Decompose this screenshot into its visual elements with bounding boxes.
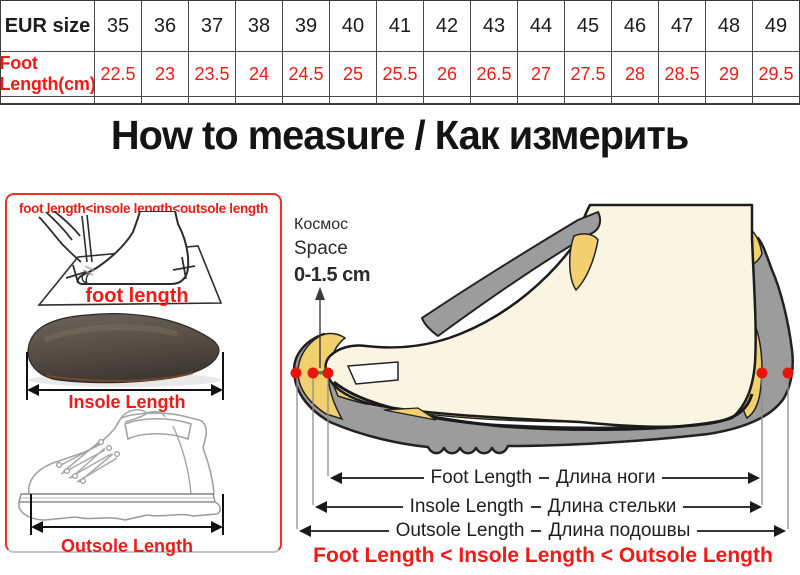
size-cell: 44 [517,1,564,52]
foot-length-label: foot length [85,285,189,307]
outsole-length-measure-row: Outsole Length Длина подошвы [283,520,800,542]
length-rule-note: Foot Length < Insole Length < Outsole Length [313,544,773,567]
length-cell: 23 [141,52,188,97]
size-cell: 42 [423,1,470,52]
size-cell: 39 [282,1,329,52]
length-cell: 25.5 [376,52,423,97]
size-cell: 43 [470,1,517,52]
length-cell: 24.5 [282,52,329,97]
size-cell: 40 [329,1,376,52]
page-title: How to measure / Как измерить [111,112,689,158]
length-cell: 29 [705,52,752,97]
length-cell: 26 [423,52,470,97]
size-cell: 41 [376,1,423,52]
size-cell: 49 [752,1,799,52]
toe-space-label: Космос Space 0-1.5 cm [294,216,371,286]
length-cell: 23.5 [188,52,235,97]
size-cell: 37 [188,1,235,52]
insole-length-label: Insole Length [68,392,186,412]
size-cell: 47 [658,1,705,52]
length-cell: 24 [235,52,282,97]
length-cell: 28 [611,52,658,97]
comparison-note: foot length<insole length<outsole length [19,201,268,216]
size-table-row-eur [1,1,799,52]
length-cell: 22.5 [94,52,141,97]
size-cell: 36 [141,1,188,52]
eur-size-header: EUR size [1,1,94,52]
size-table-cropped-row [1,97,799,103]
size-cell: 45 [564,1,611,52]
length-cell: 28.5 [658,52,705,97]
size-cell: 46 [611,1,658,52]
foot-shape [326,205,756,427]
length-cell: 25 [329,52,376,97]
hand-sketch [39,211,81,262]
pencil-sketch [82,215,92,262]
length-cell: 27 [517,52,564,97]
length-cell: 26.5 [470,52,517,97]
measure-instructions-panel [5,193,282,556]
boot-sketch [13,408,241,538]
size-cell: 38 [235,1,282,52]
size-table-row-length [1,52,799,97]
size-cell: 48 [705,1,752,52]
foot-length-header: Foot Length(cm) [1,52,94,97]
outsole-length-label: Outsole Length [61,536,193,556]
insole-length-measure-row: Insole Length Длина стельки [283,496,800,518]
toe-notch [348,362,398,384]
length-cell: 29.5 [752,52,799,97]
size-cell: 35 [94,1,141,52]
foot-length-measure-row: Foot Length Длина ноги [283,467,800,489]
size-table [0,0,800,105]
length-cell: 27.5 [564,52,611,97]
